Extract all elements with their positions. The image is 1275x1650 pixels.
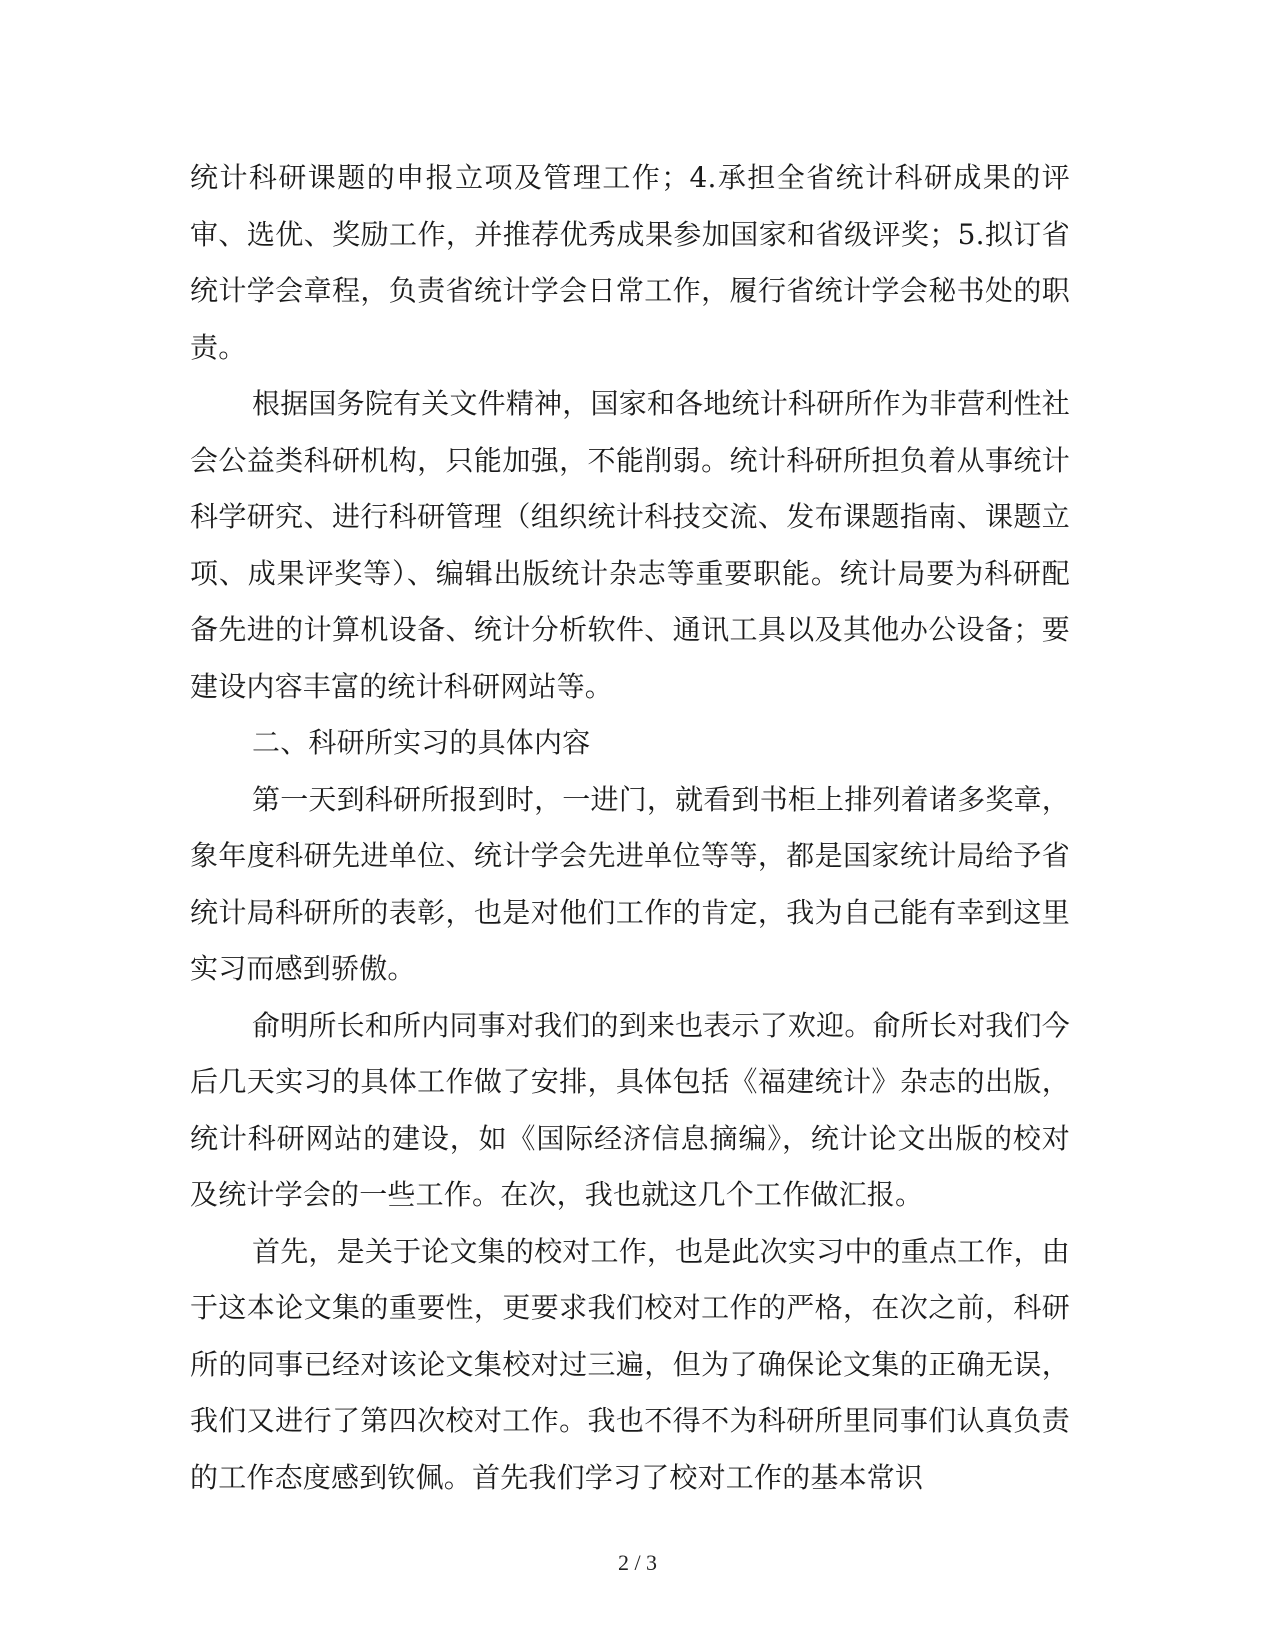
paragraph-1: 统计科研课题的申报立项及管理工作；4.承担全省统计科研成果的评审、选优、奖励工作，并推荐优秀成果参加国家和省级评奖；5.拟订省统计学会章程，负责省统计学会日常工作，履行省统计学会秘书处的职责。 — [190, 161, 1070, 364]
section-heading: 二、科研所实习的具体内容 — [252, 726, 591, 759]
body-text — [190, 150, 1070, 1506]
page-number: 2 / 3 — [617, 1550, 658, 1575]
paragraph-3: 第一天到科研所报到时，一进门，就看到书柜上排列着诸多奖章，象年度科研先进单位、统计学会先进单位等等，都是国家统计局给予省统计局科研所的表彰，也是对他们工作的肯定，我为自己能有幸到这里实习而感到骄傲。 — [190, 782, 1070, 985]
paragraph-4: 俞明所长和所内同事对我们的到来也表示了欢迎。俞所长对我们今后几天实习的具体工作做了安排，具体包括《福建统计》杂志的出版，统计科研网站的建设，如《国际经济信息摘编》，统计论文出版的校对及统计学会的一些工作。在次，我也就这几个工作做汇报。 — [190, 1008, 1070, 1211]
paragraph-2: 根据国务院有关文件精神，国家和各地统计科研所作为非营利性社会公益类科研机构，只能加强，不能削弱。统计科研所担负着从事统计科学研究、进行科研管理（组织统计科技交流、发布课题指南、课题立项、成果评奖等）、编辑出版统计杂志等重要职能。统计局要为科研配备先进的计算机设备、统计分析软件、通讯工具以及其他办公设备；要建设内容丰富的统计科研网站等。 — [190, 387, 1070, 703]
paragraph-5: 首先，是关于论文集的校对工作，也是此次实习中的重点工作，由于这本论文集的重要性，更要求我们校对工作的严格，在次之前，科研所的同事已经对该论文集校对过三遍，但为了确保论文集的正确无误，我们又进行了第四次校对工作。我也不得不为科研所里同事们认真负责的工作态度感到钦佩。首先我们学习了校对工作的基本常识 — [190, 1234, 1070, 1494]
